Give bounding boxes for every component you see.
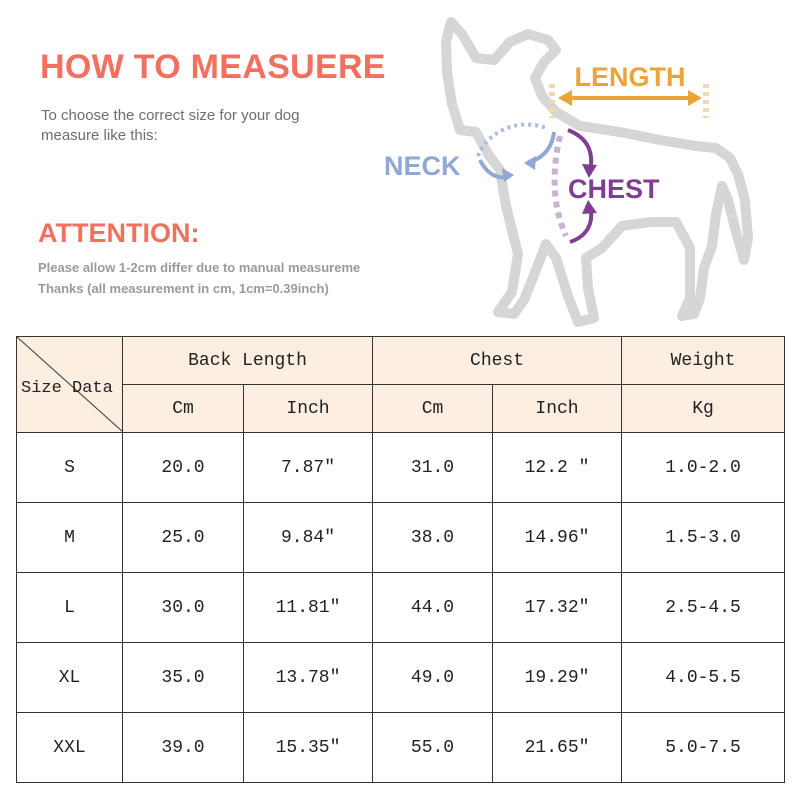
measure-guide-header xyxy=(0,0,800,330)
table-cell: 11.81″ xyxy=(244,573,373,643)
table-cell: 4.0-5.5 xyxy=(622,643,785,713)
table-row xyxy=(17,503,785,573)
table-cell: 19.29″ xyxy=(493,643,622,713)
table-cell: 5.0-7.5 xyxy=(622,713,785,783)
size-cell: XL xyxy=(17,643,123,713)
table-row xyxy=(17,643,785,713)
table-cell: 20.0 xyxy=(123,433,244,503)
page-title: HOW TO MEASUERE xyxy=(40,48,386,86)
corner-header xyxy=(17,337,123,433)
table-row xyxy=(17,713,785,783)
table-cell: 13.78″ xyxy=(244,643,373,713)
table-cell: 35.0 xyxy=(123,643,244,713)
table-cell: 15.35″ xyxy=(244,713,373,783)
col-group-back-length: Back Length xyxy=(123,337,373,385)
chest-label: CHEST xyxy=(568,174,660,204)
unit-header: Cm xyxy=(373,385,493,433)
size-chart xyxy=(16,336,784,786)
unit-header: Inch xyxy=(493,385,622,433)
size-cell: S xyxy=(17,433,123,503)
col-group-chest: Chest xyxy=(373,337,622,385)
unit-header: Inch xyxy=(244,385,373,433)
size-cell: L xyxy=(17,573,123,643)
corner-label: Size Data xyxy=(21,379,113,398)
table-cell: 30.0 xyxy=(123,573,244,643)
size-cell: XXL xyxy=(17,713,123,783)
dog-measurement-diagram xyxy=(380,0,800,330)
table-cell: 39.0 xyxy=(123,713,244,783)
attention-line: Thanks (all measurement in cm, 1cm=0.39inch) xyxy=(38,281,329,296)
intro-line: To choose the correct size for your dog xyxy=(41,107,300,124)
size-cell: M xyxy=(17,503,123,573)
intro-text xyxy=(41,106,361,146)
table-cell: 1.5-3.0 xyxy=(622,503,785,573)
table-cell: 9.84″ xyxy=(244,503,373,573)
table-cell: 1.0-2.0 xyxy=(622,433,785,503)
table-cell: 31.0 xyxy=(373,433,493,503)
table-cell: 7.87″ xyxy=(244,433,373,503)
table-cell: 12.2 ″ xyxy=(493,433,622,503)
table-cell: 21.65″ xyxy=(493,713,622,783)
table-cell: 17.32″ xyxy=(493,573,622,643)
table-row xyxy=(17,433,785,503)
unit-header: Kg xyxy=(622,385,785,433)
table-cell: 38.0 xyxy=(373,503,493,573)
table-row xyxy=(17,573,785,643)
length-label: LENGTH xyxy=(574,62,686,92)
col-group-weight: Weight xyxy=(622,337,785,385)
table-cell: 2.5-4.5 xyxy=(622,573,785,643)
table-cell: 25.0 xyxy=(123,503,244,573)
size-table xyxy=(16,336,785,783)
attention-line: Please allow 1-2cm differ due to manual measureme xyxy=(38,260,361,275)
table-cell: 55.0 xyxy=(373,713,493,783)
neck-label: NECK xyxy=(384,151,461,181)
unit-header: Cm xyxy=(123,385,244,433)
table-cell: 49.0 xyxy=(373,643,493,713)
intro-line: measure like this: xyxy=(41,127,158,144)
attention-note xyxy=(38,257,404,299)
table-cell: 44.0 xyxy=(373,573,493,643)
table-cell: 14.96″ xyxy=(493,503,622,573)
attention-title: ATTENTION: xyxy=(38,218,200,248)
